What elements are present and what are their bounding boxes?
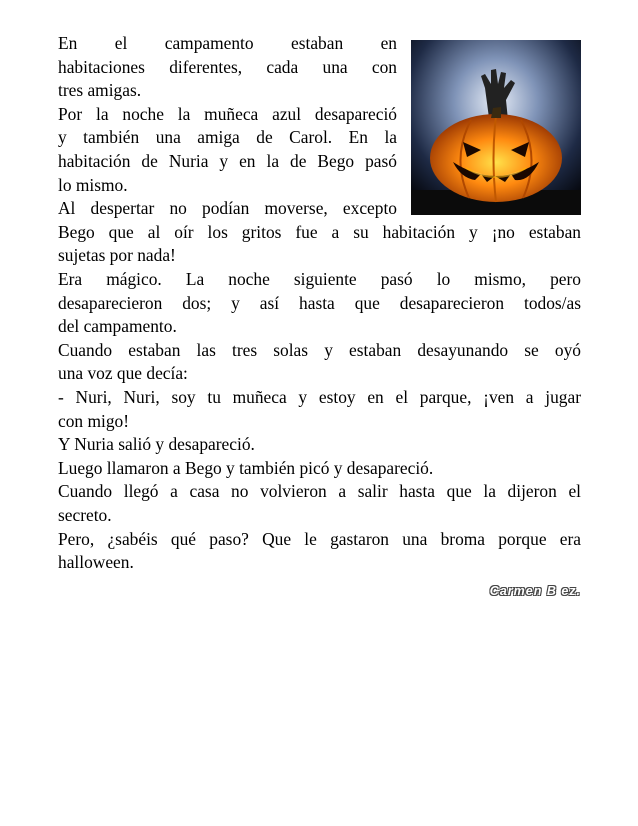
text-line: Bego que al oír los gritos fue a su habitación y ¡no estaban: [58, 221, 581, 242]
text-line: tres amigas.: [58, 80, 142, 101]
paragraph-2: [58, 103, 397, 197]
paragraph-7: [58, 433, 581, 457]
text-line: desaparecieron dos; y así hasta que desaparecieron todos/as: [58, 292, 581, 313]
text-line: y también una amiga de Carol. En la: [58, 127, 397, 148]
paragraph-1: [58, 32, 397, 103]
text-line: con migo!: [58, 410, 129, 431]
text-line: Cuando llegó a casa no volvieron a salir hasta que la dijeron el: [58, 481, 581, 502]
text-line: halloween.: [58, 552, 134, 573]
paragraph-10: [58, 528, 581, 575]
text-line: habitaciones diferentes, cada una con: [58, 56, 397, 77]
paragraph-4: [58, 268, 581, 339]
paragraph-3-end: [58, 221, 581, 268]
text-line: - Nuri, Nuri, soy tu muñeca y estoy en el parque, ¡ven a jugar: [58, 387, 581, 407]
paragraph-8: [58, 457, 581, 481]
paragraph-6: [58, 386, 581, 433]
text-line: secreto.: [58, 504, 112, 525]
text-line: Era mágico. La noche siguiente pasó lo mismo, pero: [58, 269, 581, 289]
text-line: Pero, ¿sabéis qué paso? Que le gastaron una broma porque era: [58, 528, 581, 549]
pumpkin-zombie-hand-image: [411, 40, 581, 215]
text-line: una voz que decía:: [58, 363, 188, 384]
text-line: Y Nuria salió y desapareció.: [58, 434, 255, 455]
text-line: sujetas por nada!: [58, 245, 176, 266]
text-line: lo mismo.: [58, 174, 128, 195]
paragraph-3-start: [58, 197, 397, 221]
text-line: Al despertar no podían moverse, excepto: [58, 198, 397, 219]
text-line: del campamento.: [58, 316, 177, 337]
text-line: Cuando estaban las tres solas y estaban desayunando se oyó: [58, 339, 581, 360]
paragraph-9: [58, 480, 581, 527]
text-line: Luego llamaron a Bego y también picó y desapareció.: [58, 457, 434, 478]
paragraph-5: [58, 339, 581, 386]
text-line: habitación de Nuria y en la de Bego pasó: [58, 150, 397, 171]
text-line: Por la noche la muñeca azul desapareció: [58, 103, 397, 124]
author-signature: Carmen B ez.: [489, 584, 581, 598]
text-line: En el campamento estaban en: [58, 33, 397, 53]
